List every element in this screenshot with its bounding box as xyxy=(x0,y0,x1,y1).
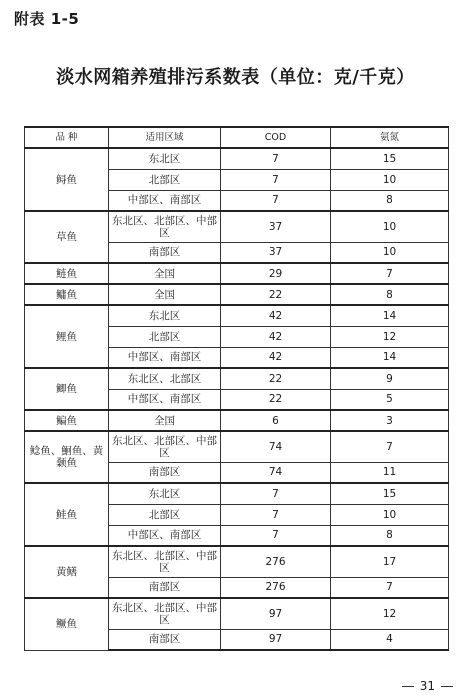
region-cell: 全国 xyxy=(109,263,221,284)
cod-cell: 42 xyxy=(221,347,331,368)
ammonia-cell: 4 xyxy=(331,629,449,650)
cod-cell: 7 xyxy=(221,190,331,211)
region-cell: 南部区 xyxy=(109,577,221,598)
species-cell: 鲤鱼 xyxy=(25,305,109,368)
table-row xyxy=(25,211,449,242)
ammonia-cell: 8 xyxy=(331,190,449,211)
region-cell: 北部区 xyxy=(109,169,221,190)
species-cell: 鲑鱼 xyxy=(25,483,109,546)
table-row xyxy=(25,410,449,431)
ammonia-cell: 15 xyxy=(331,483,449,504)
cod-cell: 7 xyxy=(221,525,331,546)
species-cell: 鲶鱼、鮰鱼、黄颡鱼 xyxy=(25,431,109,483)
cod-cell: 74 xyxy=(221,462,331,483)
region-cell: 东北区、北部区、中部区 xyxy=(109,546,221,577)
region-cell: 中部区、南部区 xyxy=(109,525,221,546)
ammonia-cell: 14 xyxy=(331,347,449,368)
ammonia-cell: 12 xyxy=(331,326,449,347)
region-cell: 南部区 xyxy=(109,629,221,650)
species-cell: 鳜鱼 xyxy=(25,598,109,650)
table-body xyxy=(25,148,449,650)
region-cell: 全国 xyxy=(109,410,221,431)
table-title: 淡水网箱养殖排污系数表（单位：克/千克） xyxy=(56,67,415,88)
footer-dash-left xyxy=(402,686,414,687)
region-cell: 全国 xyxy=(109,284,221,305)
region-cell: 北部区 xyxy=(109,504,221,525)
region-cell: 东北区、北部区、中部区 xyxy=(109,211,221,242)
cod-cell: 22 xyxy=(221,284,331,305)
region-cell: 南部区 xyxy=(109,242,221,263)
region-cell: 东北区、北部区、中部区 xyxy=(109,598,221,629)
cod-cell: 37 xyxy=(221,211,331,242)
table-row xyxy=(25,284,449,305)
ammonia-cell: 7 xyxy=(331,577,449,598)
ammonia-cell: 8 xyxy=(331,284,449,305)
ammonia-cell: 10 xyxy=(331,211,449,242)
region-cell: 中部区、南部区 xyxy=(109,347,221,368)
region-cell: 东北区 xyxy=(109,305,221,326)
cod-cell: 276 xyxy=(221,546,331,577)
ammonia-cell: 10 xyxy=(331,169,449,190)
ammonia-cell: 5 xyxy=(331,389,449,410)
table-row xyxy=(25,263,449,284)
table-header xyxy=(25,127,449,148)
footer-dash-right xyxy=(441,686,453,687)
table-row xyxy=(25,148,449,169)
region-cell: 中部区、南部区 xyxy=(109,389,221,410)
region-cell: 中部区、南部区 xyxy=(109,190,221,211)
cod-cell: 7 xyxy=(221,148,331,169)
header-region: 适用区域 xyxy=(109,127,221,148)
cod-cell: 74 xyxy=(221,431,331,462)
species-cell: 鳙鱼 xyxy=(25,284,109,305)
cod-cell: 37 xyxy=(221,242,331,263)
region-cell: 东北区、北部区 xyxy=(109,368,221,389)
cod-cell: 7 xyxy=(221,504,331,525)
cod-cell: 22 xyxy=(221,368,331,389)
table-row xyxy=(25,483,449,504)
species-cell: 鲢鱼 xyxy=(25,263,109,284)
ammonia-cell: 10 xyxy=(331,504,449,525)
table-row xyxy=(25,368,449,389)
ammonia-cell: 14 xyxy=(331,305,449,326)
cod-cell: 29 xyxy=(221,263,331,284)
table-row xyxy=(25,546,449,577)
species-cell: 鲟鱼 xyxy=(25,148,109,211)
cod-cell: 22 xyxy=(221,389,331,410)
ammonia-cell: 7 xyxy=(331,263,449,284)
table-row xyxy=(25,305,449,326)
ammonia-cell: 7 xyxy=(331,431,449,462)
species-cell: 黄鳝 xyxy=(25,546,109,598)
cod-cell: 276 xyxy=(221,577,331,598)
page-footer xyxy=(402,679,453,693)
region-cell: 东北区 xyxy=(109,148,221,169)
cod-cell: 97 xyxy=(221,598,331,629)
cod-cell: 42 xyxy=(221,326,331,347)
region-cell: 南部区 xyxy=(109,462,221,483)
ammonia-cell: 3 xyxy=(331,410,449,431)
table-row xyxy=(25,431,449,462)
ammonia-cell: 15 xyxy=(331,148,449,169)
page-number: 31 xyxy=(419,679,435,693)
header-cod: COD xyxy=(221,127,331,148)
cod-cell: 42 xyxy=(221,305,331,326)
table-row xyxy=(25,598,449,629)
cod-cell: 97 xyxy=(221,629,331,650)
cod-cell: 7 xyxy=(221,169,331,190)
ammonia-cell: 10 xyxy=(331,242,449,263)
ammonia-cell: 11 xyxy=(331,462,449,483)
species-cell: 草鱼 xyxy=(25,211,109,263)
species-cell: 鳊鱼 xyxy=(25,410,109,431)
header-species: 品 种 xyxy=(25,127,109,148)
region-cell: 北部区 xyxy=(109,326,221,347)
cod-cell: 6 xyxy=(221,410,331,431)
appendix-label: 附表 1-5 xyxy=(14,10,80,28)
ammonia-cell: 9 xyxy=(331,368,449,389)
ammonia-cell: 12 xyxy=(331,598,449,629)
region-cell: 东北区 xyxy=(109,483,221,504)
ammonia-cell: 8 xyxy=(331,525,449,546)
emission-coefficient-table xyxy=(24,126,449,651)
region-cell: 东北区、北部区、中部区 xyxy=(109,431,221,462)
species-cell: 鲫鱼 xyxy=(25,368,109,410)
ammonia-cell: 17 xyxy=(331,546,449,577)
header-row xyxy=(25,127,449,148)
cod-cell: 7 xyxy=(221,483,331,504)
header-ammonia: 氨氮 xyxy=(331,127,449,148)
